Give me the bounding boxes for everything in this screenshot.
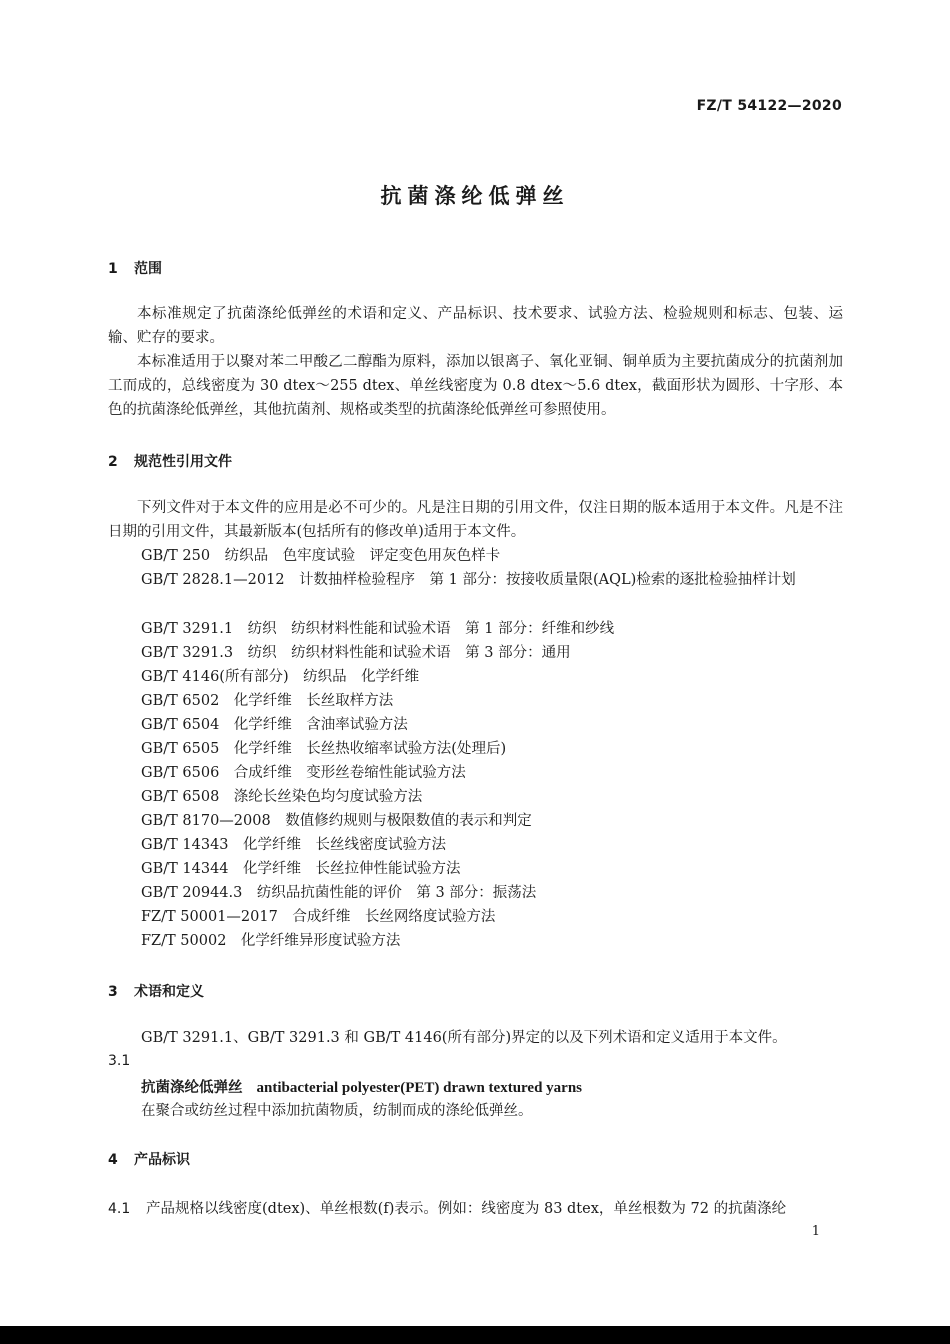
clause-4-1: [108, 1197, 843, 1218]
reference-item: GB/T 6508 涤纶长丝染色均匀度试验方法: [141, 789, 423, 805]
section-1-heading: [108, 258, 162, 278]
standard-number: FZ/T 54122—2020: [696, 98, 842, 114]
section-2-heading: [108, 451, 232, 471]
reference-item: GB/T 14343 化学纤维 长丝线密度试验方法: [141, 837, 447, 853]
reference-item: GB/T 6502 化学纤维 长丝取样方法: [141, 693, 394, 709]
clause-text: 产品规格以线密度(dtex)、单丝根数(f)表示。例如：线密度为 83 dtex，单丝根数为 72 的抗菌涤纶: [146, 1201, 787, 1217]
section-title: 术语和定义: [134, 984, 204, 1000]
reference-item: GB/T 14344 化学纤维 长丝拉伸性能试验方法: [141, 861, 461, 877]
section-3-heading: [108, 981, 204, 1001]
clause-number: 4.1: [108, 1201, 131, 1217]
section-number: 1: [108, 261, 118, 277]
section-title: 规范性引用文件: [134, 454, 232, 470]
section-4-heading: [108, 1149, 190, 1169]
reference-item: FZ/T 50001—2017 合成纤维 长丝网络度试验方法: [141, 909, 496, 925]
reference-item: GB/T 20944.3 纺织品抗菌性能的评价 第 3 部分：振荡法: [141, 885, 537, 901]
bottom-border: [0, 1326, 950, 1344]
page-number: 1: [811, 1224, 820, 1239]
terms-intro: GB/T 3291.1、GB/T 3291.3 和 GB/T 4146(所有部分)界定的以及下列术语和定义适用于本文件。: [141, 1030, 787, 1046]
references-intro: 下列文件对于本文件的应用是必不可少的。凡是注日期的引用文件，仅注日期的版本适用于本文件。凡是不注日期的引用文件，其最新版本(包括所有的修改单)适用于本文件。: [108, 500, 843, 540]
term-definition: 在聚合或纺丝过程中添加抗菌物质，纺制而成的涤纶低弹丝。: [141, 1103, 533, 1119]
scope-paragraph-2: 本标准适用于以聚对苯二甲酸乙二醇酯为原料，添加以银离子、氧化亚铜、铜单质为主要抗菌成分的抗菌剂加工而成的，总线密度为 30 dtex～255 dtex、单丝线密度为 0.8 dtex～5.6 dtex，截面形状为圆形、十字形、本色的抗菌涤纶低弹丝，其他抗菌剂、规格或类型的抗菌涤纶低弹丝可参照使用。: [108, 354, 843, 418]
term-entry: [141, 1076, 582, 1097]
reference-item: GB/T 6504 化学纤维 含油率试验方法: [141, 717, 408, 733]
section-number: 4: [108, 1152, 118, 1168]
term-number: 3.1: [108, 1053, 131, 1069]
reference-item: GB/T 6506 合成纤维 变形丝卷缩性能试验方法: [141, 765, 466, 781]
reference-item: GB/T 2828.1—2012 计数抽样检验程序 第 1 部分：按接收质量限(AQL)检索的逐批检验抽样计划: [141, 572, 796, 588]
reference-item: GB/T 250 纺织品 色牢度试验 评定变色用灰色样卡: [141, 548, 501, 564]
term-english: antibacterial polyester(PET) drawn textured yarns: [256, 1080, 583, 1096]
document-title: 抗菌涤纶低弹丝: [380, 184, 570, 208]
reference-item: FZ/T 50002 化学纤维异形度试验方法: [141, 933, 401, 949]
reference-item: GB/T 4146(所有部分) 纺织品 化学纤维: [141, 669, 420, 685]
reference-item: GB/T 3291.3 纺织 纺织材料性能和试验术语 第 3 部分：通用: [141, 645, 571, 661]
reference-item: GB/T 6505 化学纤维 长丝热收缩率试验方法(处理后): [141, 741, 507, 757]
reference-item: GB/T 3291.1 纺织 纺织材料性能和试验术语 第 1 部分：纤维和纱线: [141, 621, 615, 637]
reference-item: GB/T 8170—2008 数值修约规则与极限数值的表示和判定: [141, 813, 532, 829]
term-chinese: 抗菌涤纶低弹丝: [141, 1079, 243, 1096]
section-number: 2: [108, 454, 118, 470]
section-number: 3: [108, 984, 118, 1000]
scope-paragraph-1: 本标准规定了抗菌涤纶低弹丝的术语和定义、产品标识、技术要求、试验方法、检验规则和标志、包装、运输、贮存的要求。: [108, 306, 843, 346]
section-title: 范围: [134, 261, 162, 277]
section-title: 产品标识: [134, 1152, 190, 1168]
